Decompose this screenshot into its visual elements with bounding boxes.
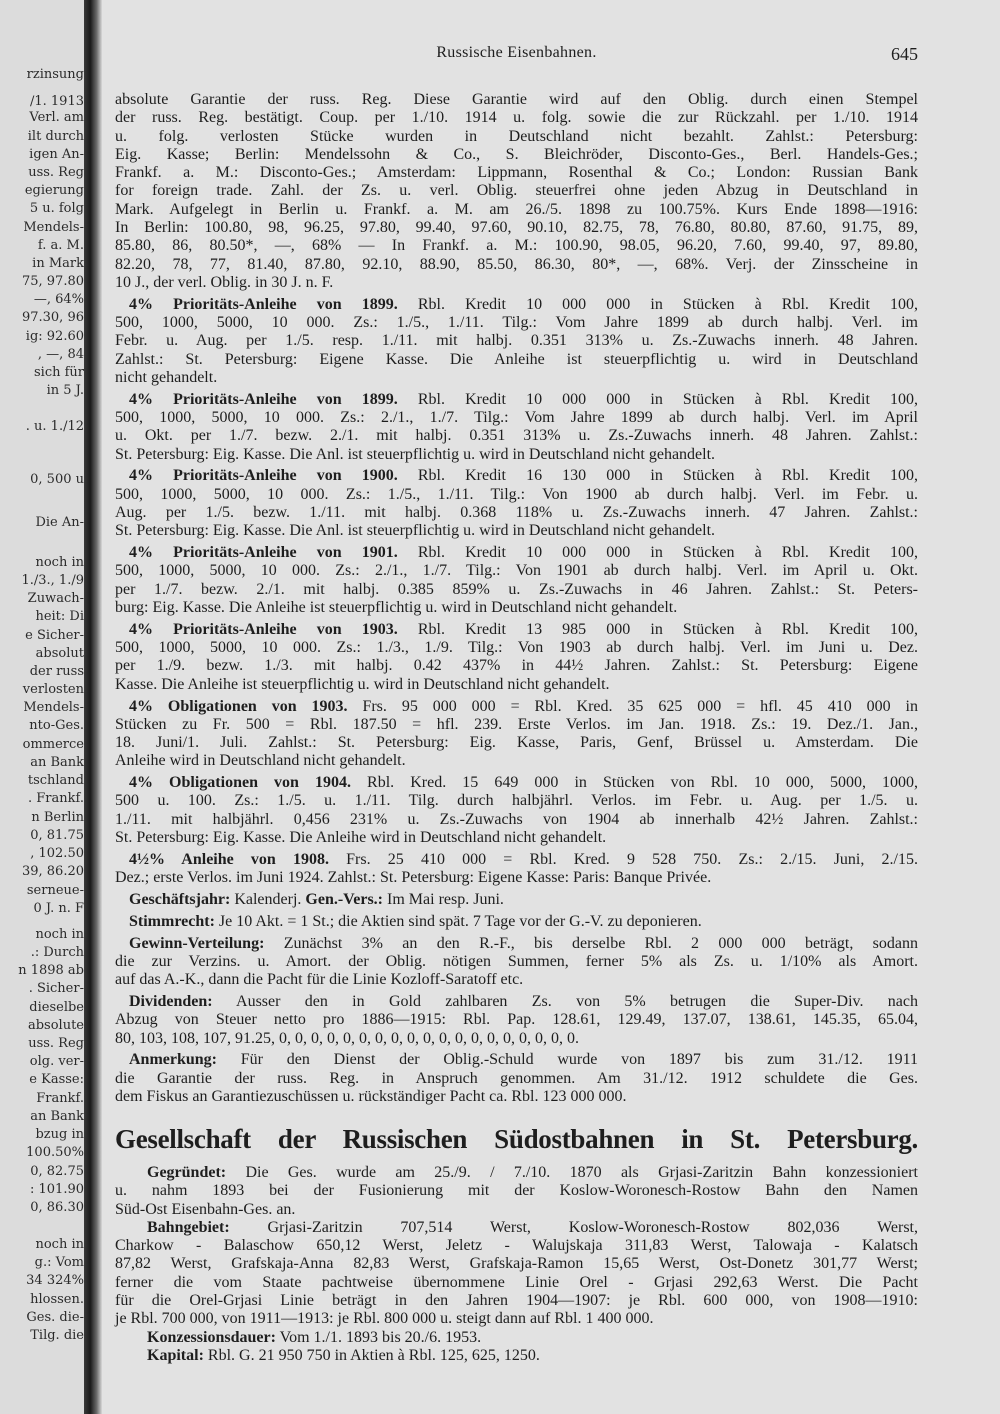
paragraph-line: 500, 1000, 5000, 10 000. Zs.: 1./5., 1./11. Tilg.: Vom Jahre 1899 ab durch halbj. Verl. im — [115, 314, 918, 332]
section-southeast-railways — [115, 1164, 918, 1365]
margin-fragment: in 5 J. — [46, 383, 84, 398]
margin-fragment: . Sicher- — [28, 981, 84, 996]
margin-fragment: 0, 82.75 — [30, 1164, 84, 1179]
margin-fragment: n 1898 ab — [18, 963, 84, 978]
margin-fragment: der russ — [29, 664, 84, 679]
paragraph-line: 500, 1000, 5000, 10 000. Zs.: 2./1., 1./7. Tilg.: Vom Jahre 1899 ab durch halbj. Verl. im April — [115, 409, 918, 427]
paragraph-text: Rbl. Kredit 10 000 000 in Stücken à Rbl. Kredit 100, — [397, 295, 919, 313]
margin-fragment: e Sicher- — [25, 628, 84, 643]
margin-fragment: . u. 1./12 — [25, 419, 84, 434]
paragraph-line: In Berlin: 100.80, 98, 96.25, 97.80, 99.40, 97.60, 90.10, 82.75, 78, 76.80, 80.80, 87.60, 91.75, 89, — [115, 219, 918, 237]
paragraph-line: nicht gehandelt. — [115, 368, 218, 386]
margin-fragment: tschland — [27, 773, 84, 788]
paragraph — [115, 91, 918, 292]
paragraph-line: St. Petersburg: Eig. Kasse. Die Anl. ist steuerpflichtig u. wird in Deutschland nicht gehandelt. — [115, 445, 716, 463]
margin-fragment: e Kasse: — [29, 1072, 84, 1087]
paragraph-line — [115, 391, 918, 409]
paragraph-line — [115, 913, 918, 931]
paragraph — [115, 774, 918, 847]
paragraph — [115, 296, 918, 387]
margin-fragment: Zuwach- — [27, 591, 84, 606]
margin-fragment: ommerce — [22, 737, 84, 752]
paragraph-heading: 4% Obligationen von 1903. — [129, 697, 348, 715]
margin-fragment: Ges. die- — [26, 1310, 84, 1325]
paragraph-line: per 1./7. bezw. 2./1. mit halbj. 0.385 859% u. Zs.-Zuwachs in 46 Jahren. Zahlst.: St. Peters- — [115, 580, 918, 598]
margin-fragment: —, 64% — [33, 292, 84, 307]
paragraph — [115, 891, 918, 909]
paragraph-line: je Rbl. 700 000, von 1911—1913: je Rbl. 800 000 u. steigt dann auf Rbl. 1 400 000. — [115, 1310, 654, 1328]
paragraph — [115, 935, 918, 990]
margin-fragment: 5 u. folg — [29, 201, 84, 216]
paragraph-heading: 4½% Anleihe von 1908. — [129, 850, 329, 868]
paragraph-line — [115, 891, 918, 909]
margin-fragment: n Berlin — [31, 810, 84, 825]
paragraph-text: Im Mai resp. Juni. — [383, 890, 504, 908]
paragraph-text: Rbl. Kredit 10 000 000 in Stücken à Rbl. Kredit 100, — [397, 390, 919, 408]
paragraph-heading: Konzessionsdauer: — [147, 1328, 276, 1346]
paragraph-text: Frs. 25 410 000 = Rbl. Kred. 9 528 750. Zs.: 2./15. Juni, 2./15. — [328, 850, 918, 868]
margin-fragment: in Mark — [32, 256, 84, 271]
paragraph-line: 500, 1000, 5000, 10 000. Zs.: 1./3., 1./9. Tilg.: Von 1903 ab durch halbj. Verl. im Juni u. Dez. — [115, 639, 918, 657]
paragraph-line: Zahlst.: St. Petersburg: Eigene Kasse. Die Anleihe ist steuerpflichtig u. wird in Deutschland — [115, 350, 918, 368]
paragraph-line: 18. Juni/1. Juli. Zahlst.: St. Petersburg: Eig. Kasse, Paris, Genf, Brüssel u. Amsterdam. Die — [115, 734, 918, 752]
paragraph-heading: Gewinn-Verteilung: — [129, 934, 265, 952]
margin-fragment: , 102.50 — [30, 846, 84, 861]
paragraph-text: Frs. 95 000 000 = Rbl. Kred. 35 625 000 = hfl. 45 410 000 in — [347, 697, 918, 715]
section-russian-railways-bonds — [115, 91, 918, 1106]
margin-fragment: an Bank — [30, 1109, 84, 1124]
paragraph-heading: Stimmrecht: — [129, 912, 215, 930]
margin-fragment: 1./3., 1./9 — [21, 573, 84, 588]
page-fold-shadow — [84, 0, 102, 1414]
margin-fragment: rzinsung — [26, 67, 84, 82]
margin-fragment: ilt durch — [27, 129, 84, 144]
margin-fragment: absolut — [35, 646, 84, 661]
paragraph-text: Zunächst 3% an den R.-F., bis derselbe Rbl. 2 000 000 beträgt, sodann — [264, 934, 918, 952]
margin-fragment: g.: Vom — [34, 1255, 84, 1270]
paragraph-line: u. folg. verlosten Stücke wurden in Deutschland nicht bezahlt. Zahlst.: Petersburg: — [115, 127, 918, 145]
paragraph — [115, 1219, 918, 1329]
paragraph-heading: Gegründet: — [147, 1164, 227, 1181]
paragraph — [115, 698, 918, 771]
paragraph-line — [115, 935, 918, 953]
paragraph-text: Je 10 Akt. = 1 St.; die Aktien sind spät. 7 Tage vor der G.-V. zu deponieren. — [214, 912, 702, 930]
paragraph-line — [115, 1329, 918, 1347]
paragraph — [115, 467, 918, 540]
paragraph-text: Kalenderj. — [230, 890, 306, 908]
paragraph-line — [115, 993, 918, 1011]
margin-fragment: sich für — [33, 365, 84, 380]
paragraph-line: die Garantie der russ. Reg. in Anspruch genommen. Am 31./12. 1912 schuldete die Ges. — [115, 1069, 918, 1087]
paragraph-heading: Gen.-Vers.: — [305, 890, 384, 908]
margin-fragment: noch in — [35, 927, 84, 942]
margin-fragment: verlosten — [22, 682, 84, 697]
paragraph-heading: 4% Prioritäts-Anleihe von 1903. — [129, 620, 398, 638]
paragraph-line — [115, 296, 918, 314]
margin-fragment: 0, 500 u — [30, 472, 84, 487]
margin-fragment: ig: 92.60 — [25, 329, 84, 344]
paragraph-line: u. Okt. per 1./7. bezw. 2./1. mit halbj. 0.351 313% u. Zs.-Zuwachs innerh. 48 Jahren. Zahlst.: — [115, 427, 918, 445]
paragraph-line: der russ. Reg. bestätigt. Coup. per 1./10. 1914 u. folg. sowie die zur Rückzahl. per 1./10. 1914 — [115, 109, 918, 127]
paragraph-line — [115, 698, 918, 716]
paragraph-line: Mark. Aufgelegt in Berlin u. Frankf. a. M. am 26./5. 1898 zu 100.75%. Kurs Ende 1898—1916: — [115, 200, 918, 218]
margin-fragment: nto-Ges. — [29, 718, 84, 733]
paragraph-line: 10 J., der verl. Oblig. in 30 J. n. F. — [115, 273, 334, 291]
margin-fragment: absolute — [27, 1018, 84, 1033]
paragraph — [115, 993, 918, 1048]
paragraph-text: Rbl. Kredit 13 985 000 in Stücken à Rbl. Kredit 100, — [397, 620, 919, 638]
paragraph-line: Kasse. Die Anleihe ist steuerpflichtig u. wird in Deutschland nicht gehandelt. — [115, 675, 610, 693]
paragraph-line: Anleihe wird in Deutschland nicht gehandelt. — [115, 752, 406, 770]
margin-fragment: f. a. M. — [37, 238, 84, 253]
paragraph-line: 85.80, 86, 80.50*, —, 68% — In Frankf. a. M.: 100.90, 98.05, 96.20, 7.60, 99.40, 97, 89.80, — [115, 237, 918, 255]
paragraph — [115, 391, 918, 464]
paragraph-heading: 4% Prioritäts-Anleihe von 1899. — [129, 390, 398, 408]
margin-fragment: 75, 97.80 — [21, 274, 84, 289]
margin-fragment: 39, 86.20 — [21, 864, 84, 879]
paragraph-line: Eig. Kasse; Berlin: Mendelssohn & Co., S. Bleichröder, Disconto-Ges., Berl. Handels-Ges.; — [115, 145, 918, 163]
paragraph — [115, 1051, 918, 1106]
paragraph-line: die zur Verzins. u. Amort. der Oblig. nötigen Summen, ferner 5% als Zs. u. 1/10% als Amort. — [115, 952, 918, 970]
margin-fragment: an Bank — [30, 755, 84, 770]
paragraph-line: auf das A.-K., dann die Pacht für die Linie Kozloff-Saratoff etc. — [115, 971, 524, 989]
paragraph-line: 82.20, 78, 77, 81.40, 87.80, 92.10, 88.90, 85.50, 86.30, 80*, —, 68%. Verj. der Zinsscheine in — [115, 255, 918, 273]
paragraph — [115, 1329, 918, 1347]
paragraph-line: 500, 1000, 5000, 10 000. Zs.: 1./5., 1./11. Tilg.: Von 1900 ab durch halbj. Verl. im Febr. u. — [115, 485, 918, 503]
paragraph-line: 500 u. 100. Zs.: 1./5. u. 1./11. Tilg. durch halbjährl. Verlos. im Febr. u. Aug. per 1./5. u. — [115, 792, 918, 810]
margin-fragment: /1. 1913 — [30, 94, 84, 109]
margin-fragment: Mendels- — [23, 220, 84, 235]
paragraph-line — [115, 851, 918, 869]
paragraph-text: Rbl. Kredit 10 000 000 in Stücken à Rbl. Kredit 100, — [397, 544, 919, 562]
margin-fragment: 100.50% — [26, 1145, 84, 1160]
previous-page-margin — [0, 0, 86, 1414]
paragraph-heading: Anmerkung: — [129, 1051, 218, 1069]
paragraph-text: Für den Dienst der Oblig.-Schuld wurde von 1897 bis zum 31./12. 1911 — [217, 1051, 918, 1069]
margin-fragment: 34 324% — [26, 1273, 84, 1288]
margin-fragment: dieselbe — [29, 1000, 84, 1015]
paragraph-heading: 4% Prioritäts-Anleihe von 1901. — [129, 544, 398, 562]
margin-fragment: noch in — [35, 1237, 84, 1252]
margin-fragment: heit: Di — [35, 609, 84, 624]
paragraph-line: for foreign trade. Zahl. der Zs. u. verl. Oblig. steuerfrei ohne jeden Abzug in Deutschland in — [115, 182, 918, 200]
paragraph-line: 80, 103, 108, 107, 91.25, 0, 0, 0, 0, 0, 0, 0, 0, 0, 0, 0, 0, 0, 0, 0, 0, 0, 0, 0. — [115, 1029, 579, 1047]
paragraph-line: Süd-Ost Eisenbahn-Ges. an. — [115, 1200, 296, 1218]
paragraph-text: absolute Garantie der russ. Reg. Diese Garantie wird auf den Oblig. durch einen Stempel — [115, 91, 918, 108]
margin-fragment: : 101.90 — [30, 1182, 84, 1197]
paragraph-line — [115, 621, 918, 639]
paragraph-line: 87,82 Werst, Grafskaja-Anna 82,83 Werst, Grafskaja-Ramon 15,65 Werst, Ost-Donetz 301,77 Werst; — [115, 1255, 918, 1273]
margin-fragment: hlossen. — [30, 1292, 84, 1307]
paragraph-text: Vom 1./1. 1893 bis 20./6. 1953. — [275, 1328, 482, 1346]
paragraph — [115, 851, 918, 888]
margin-fragment: 97.30, 96 — [21, 310, 84, 325]
paragraph-line: Charkow - Balaschow 650,12 Werst, Jeletz - Walujskaja 311,83 Werst, Talowaja - Kalatsch — [115, 1237, 918, 1255]
paragraph-line — [115, 1164, 918, 1182]
paragraph-heading: Bahngebiet: — [147, 1218, 230, 1236]
margin-fragment: noch in — [35, 555, 84, 570]
margin-fragment: . Frankf. — [28, 791, 84, 806]
paragraph-line — [115, 467, 918, 485]
running-title: Russische Eisenbahnen. — [436, 44, 597, 61]
paragraph-heading: Geschäftsjahr: — [129, 890, 231, 908]
paragraph-text: Die Ges. wurde am 25./9. / 7./10. 1870 als Grjasi-Zaritzin Bahn konzessioniert — [226, 1164, 918, 1181]
paragraph-text: Rbl. Kredit 16 130 000 in Stücken à Rbl. Kredit 100, — [397, 467, 919, 485]
paragraph-line — [115, 774, 918, 792]
margin-fragment: bzug in — [35, 1127, 84, 1142]
margin-fragment: igen An- — [29, 147, 84, 162]
paragraph-line: ferner die vom Staate pachtweise übernommene Linie Orel - Grjasi 292,63 Werst. Die Pacht — [115, 1273, 918, 1291]
paragraph — [115, 1164, 918, 1219]
margin-fragment: .: Durch — [30, 945, 84, 960]
margin-fragment: uss. Reg — [28, 165, 84, 180]
paragraph-line: 1./11. mit halbjährl. 0,456 231% u. Zs.-Zuwachs von 1904 ab innerhalb 42½ Jahren. Zahlst.: — [115, 810, 918, 828]
margin-fragment: serneue- — [26, 883, 84, 898]
paragraph-line: 500, 1000, 5000, 10 000. Zs.: 2./1., 1./7. Tilg.: Von 1901 ab durch halbj. Verl. im April u. Okt. — [115, 562, 918, 580]
paragraph-text: Rbl. G. 21 950 750 in Aktien à Rbl. 125, 625, 1250. — [203, 1346, 540, 1364]
paragraph-line: Dez.; erste Verlos. im Juni 1924. Zahlst.: St. Petersburg: Eigene Kasse: Paris: Banque Privée. — [115, 869, 712, 887]
paragraph-text: Grjasi-Zaritzin 707,514 Werst, Koslow-Woronesch-Rostow 802,036 Werst, — [229, 1218, 918, 1236]
paragraph-line — [115, 1347, 918, 1365]
paragraph-heading: Kapital: — [147, 1346, 204, 1364]
paragraph-line — [115, 91, 918, 109]
section-title: Gesellschaft der Russischen Südostbahnen in St. Petersburg. — [115, 1124, 918, 1154]
paragraph-line — [115, 1219, 918, 1237]
margin-fragment: 0, 81.75 — [30, 828, 84, 843]
margin-fragment: Frankf. — [36, 1091, 84, 1106]
margin-fragment: uss. Reg — [28, 1036, 84, 1051]
paragraph-heading: 4% Prioritäts-Anleihe von 1899. — [129, 295, 398, 313]
paragraph-line: Febr. u. Aug. per 1./5. resp. 1./11. mit halbj. 0.351 313% u. Zs.-Zuwachs innerh. 48 Jahren. — [115, 332, 918, 350]
paragraph-line: Frankf. a. M.: Disconto-Ges.; Amsterdam: Lippmann, Rosenthal & Co.; London: Russian Bank — [115, 164, 918, 182]
margin-fragment: Verl. am — [29, 110, 84, 125]
paragraph-line: St. Petersburg: Eig. Kasse. Die Anl. ist steuerpflichtig u. wird in Deutschland nicht gehandelt. — [115, 522, 716, 540]
paragraph-heading: 4% Obligationen von 1904. — [129, 774, 351, 792]
page-number: 645 — [891, 44, 918, 64]
paragraph — [115, 913, 918, 931]
paragraph — [115, 621, 918, 694]
paragraph-line — [115, 544, 918, 562]
paragraph — [115, 1347, 918, 1365]
paragraph-line: Aug. per 1./5. bezw. 1./11. mit halbj. 0.368 118% u. Zs.-Zuwachs innerh. 47 Jahren. Zahlst.: — [115, 504, 918, 522]
margin-fragment: , —, 84 — [37, 347, 84, 362]
margin-fragment: olg. ver- — [29, 1054, 84, 1069]
page-header — [115, 44, 918, 66]
margin-fragment: Mendels- — [23, 700, 84, 715]
margin-fragment: egierung — [24, 183, 84, 198]
margin-fragment: Die An- — [35, 515, 84, 530]
paragraph-text: Ausser den in Gold zahlbaren Zs. von 5% betrugen die Super-Div. nach — [212, 992, 918, 1010]
margin-fragment: 0 J. n. F — [33, 901, 84, 916]
margin-fragment: Tilg. die — [30, 1328, 84, 1343]
paragraph-line: dem Fiskus an Garantiezuschüssen u. rückständiger Pacht ca. Rbl. 123 000 000. — [115, 1087, 627, 1105]
paragraph-line: per 1./9. bezw. 1./3. mit halbj. 0.42 437% in 44½ Jahren. Zahlst.: St. Petersburg: Eigene — [115, 657, 918, 675]
paragraph-heading: Dividenden: — [129, 992, 213, 1010]
paragraph-line: Abzug von Steuer netto pro 1886—1915: Rbl. Pap. 128.61, 129.49, 137.07, 138.61, 145.35, 65.04, — [115, 1011, 918, 1029]
paragraph-line — [115, 1051, 918, 1069]
paragraph-line: burg: Eig. Kasse. Die Anleihe ist steuerpflichtig u. wird in Deutschland nicht gehandelt. — [115, 599, 678, 617]
paragraph — [115, 544, 918, 617]
paragraph-heading: 4% Prioritäts-Anleihe von 1900. — [129, 467, 398, 485]
paragraph-text: Rbl. Kred. 15 649 000 in Stücken von Rbl. 10 000, 5000, 1000, — [351, 774, 918, 792]
paragraph-line: für die Orel-Grjasi Linie beträgt in den Jahren 1904—1907: je Rbl. 600 000, von 1908—1910: — [115, 1292, 918, 1310]
paragraph-line: u. nahm 1893 bei der Fusionierung mit der Koslow-Woronesch-Rostow Bahn den Namen — [115, 1182, 918, 1200]
paragraph-line: St. Petersburg: Eig. Kasse. Die Anleihe wird in Deutschland nicht gehandelt. — [115, 829, 607, 847]
margin-fragment: 0, 86.30 — [30, 1200, 84, 1215]
paragraph-line: Stücken zu Fr. 500 = Rbl. 187.50 = hfl. 239. Erste Verlos. im Jan. 1918. Zs.: 19. Dez./1. Jan., — [115, 715, 918, 733]
